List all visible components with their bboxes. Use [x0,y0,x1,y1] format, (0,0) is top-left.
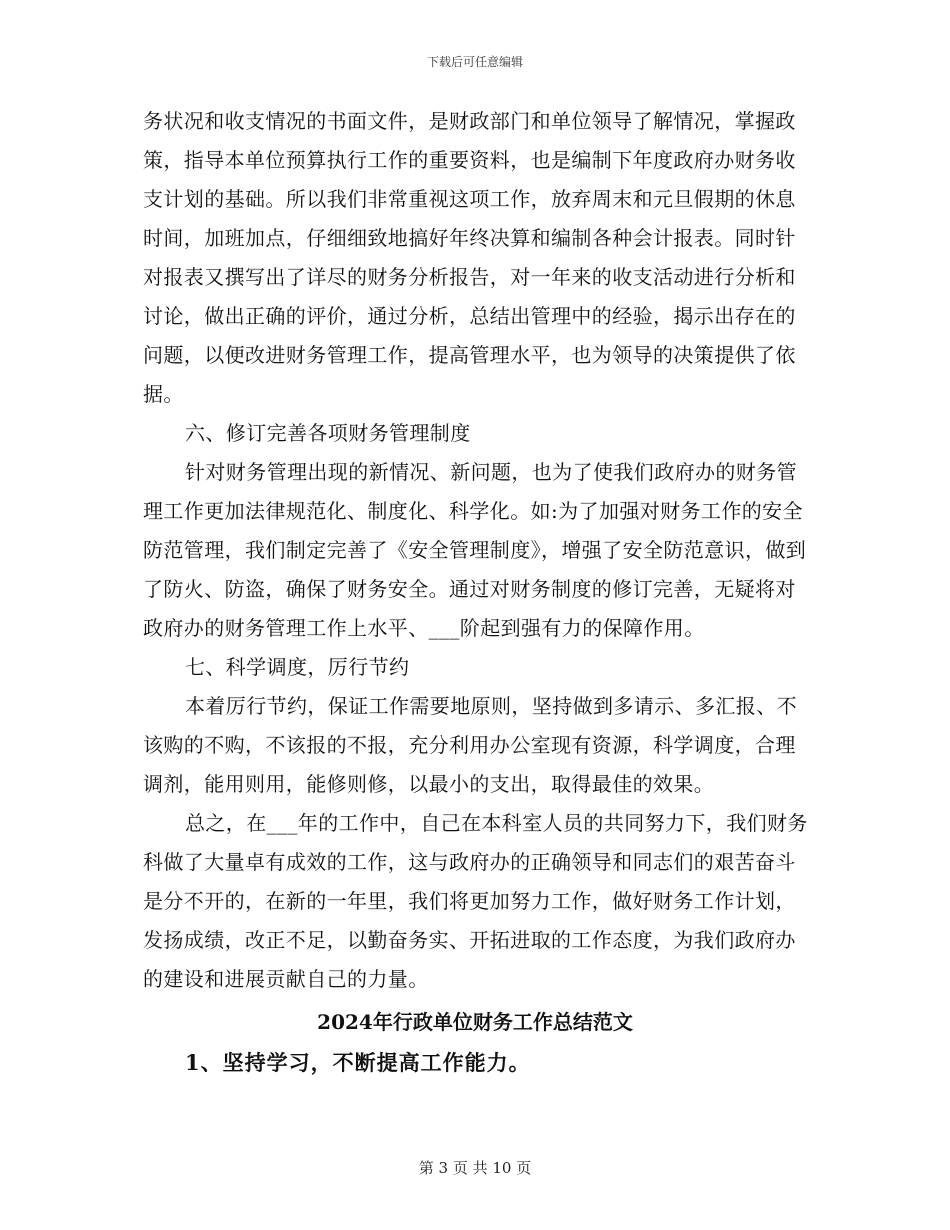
body-text [143,102,815,999]
document-title: 2024年行政单位财务工作总结范文 [317,1010,633,1034]
paragraph-continued: 务状况和收支情况的书面文件，是财政部门和单位领导了解情况，掌握政策，指导本单位预算执行工作的重要资料，也是编制下年度政府办财务收支计划的基础。所以我们非常重视这项工作，放弃周末和元旦假期的休息时间，加班加点，仔细细致地搞好年终决算和编制各种会计报表。同时针对报表又撰写出了详尽的财务分析报告，对一年来的收支活动进行分析和讨论，做出正确的评价，通过分析，总结出管理中的经验，揭示出存在的问题，以便改进财务管理工作，提高管理水平，也为领导的决策提供了依据。 [143,109,796,406]
paragraph-conclusion: 总之，在___年的工作中，自己在本科室人员的共同努力下，我们财务科做了大量卓有成效的工作，这与政府办的正确领导和同志们的艰苦奋斗是分不开的，在新的一年里，我们将更加努力工作，做好财务工作计划，发扬成绩，改正不足，以勤奋务实、开拓进取的工作态度，为我们政府办的建设和进展贡献自己的力量。 [143,811,808,991]
paragraph-section-seven: 本着厉行节约，保证工作需要地原则，坚持做到多请示、多汇报、不该购的不购，不该报的不报，充分利用办公室现有资源，科学调度，合理调剂，能用则用，能修则修，以最小的支出，取得最佳的效果。 [143,694,797,796]
section-heading-six: 六、修订完善各项财务管理制度 [185,421,471,445]
paragraph-section-six: 针对财务管理出现的新情况、新问题，也为了使我们政府办的财务管理工作更加法律规范化、制度化、科学化。如:为了加强对财务工作的安全防范管理，我们制定完善了《安全管理制度》，增强了安全防范意识，做到了防火、防盗，确保了财务安全。通过对财务制度的修订完善，无疑将对政府办的财务管理工作上水平、___阶起到强有力的保障作用。 [143,460,807,640]
section-subheading: 1、坚持学习，不断提高工作能力。 [185,1050,531,1075]
header-note: 下载后可任意编辑 [426,55,523,69]
page-number: 第 3 页 共 10 页 [418,1159,532,1177]
section-heading-seven: 七、科学调度，厉行节约 [185,655,410,679]
